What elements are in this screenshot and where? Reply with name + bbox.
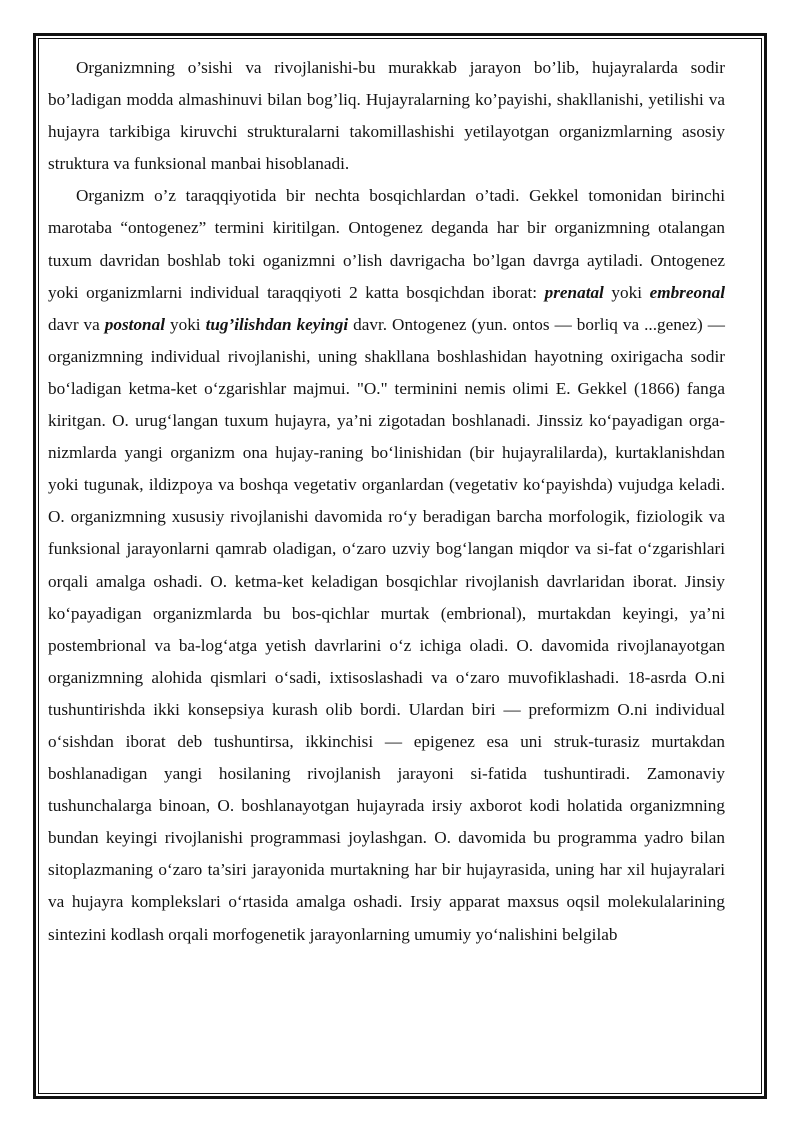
separator-2: davr va [48, 314, 105, 334]
document-body [48, 52, 725, 951]
separator-3: yoki [164, 314, 206, 334]
term-prenatal: prenatal [544, 282, 604, 302]
term-embreonal: embreonal [649, 282, 726, 302]
paragraph-1 [48, 52, 725, 180]
paragraph-2 [48, 180, 725, 950]
paragraph-2-intro: Organizm o’z taraqqiyotida bir nechta bosqichlardan o’tadi. Gekkel tomonidan birinchi marotaba “ontogenez” termini kiritilgan. Ontogenez deganda har bir organizmning otalangan tuxum davridan boshlab toki oganizmni o’lish davrigacha bo’lgan davrga aytiladi. Ontogenez yoki organizmlarni individual taraqqiyoti 2 katta bosqichdan iborat: [48, 186, 725, 302]
term-postnatal: tug’ilishdan keyingi [205, 314, 349, 334]
separator-1: yoki [603, 282, 650, 302]
paragraph-1-text: Organizmning o’sishi va rivojlanishi-bu murakkab jarayon bo’lib, hujayralarda sodir bo’ladigan modda almashinuvi bilan bog’liq. Hujayralarning ko’payishi, shakllanishi, yetilishi va hujayra tarkibiga kiruvchi strukturalarni takomillashishi yetilayotgan organizmlarning asosiy struktura va funksional manbai hisoblanadi. [48, 58, 725, 174]
term-postonal: postonal [104, 314, 165, 334]
paragraph-2-rest: davr. Ontogenez (yun. ontos — borliq va ...genez) — organizmning individual rivojlanishi, uning shakllana boshlashidan hayotning oxirigacha sodir bo‘ladigan ketma-ket o‘zgarishlar majmui. "O." terminini nemis olimi E. Gekkel (1866) fanga kiritgan. O. urug‘langan tuxum hujayra, ya’ni zigotadan boshlanadi. Jinssiz ko‘payadigan orga-nizmlarda yangi organizm ona hujay-raning bo‘linishidan (bir hujayralilarda), kurtaklanishdan yoki tugunak, ildizpoya va boshqa vegetativ organlardan (vegetativ ko‘payishda) vujudga keladi. O. organizmning xususiy rivojlanishi davomida ro‘y beradigan barcha morfologik, fiziologik va funksional jarayonlarni qamrab oladigan, o‘zaro uzviy bog‘langan miqdor va si-fat o‘zgarishlari orqali amalga oshadi. O. ketma-ket keladigan bosqichlar rivojlanish davrlaridan iborat. Jinsiy ko‘payadigan organizmlarda bu bos-qichlar murtak (embrional), murtakdan keyingi, ya’ni postembrional va ba-log‘atga yetish davrlarini o‘z ichiga oladi. O. davomida rivojlanayotgan organizmning alohida qismlari o‘sadi, ixtisoslashadi va o‘zaro muvofiklashadi. 18-asrda O.ni tushuntirishda ikki konsepsiya kurash olib bordi. Ulardan biri — preformizm O.ni individual o‘sishdan iborat deb tushuntirsa, ikkinchisi — epigenez esa uni struk-turasiz murtakdan boshlanadigan yangi hosilaning rivojlanish jarayoni si-fatida tushuntiradi. Zamonaviy tushunchalarga binoan, O. boshlanayotgan hujayrada irsiy axborot kodi holatida organizmning bundan keyingi rivojlanishi programmasi joylashgan. O. davomida bu programma yadro bilan sitoplazmaning o‘zaro ta’siri jarayonida murtakning har bir hujayrasida, uning har xil hujayralari va hujayra komplekslari o‘rtasida amalga oshadi. Irsiy apparat maxsus oqsil molekulalarining sintezini kodlash orqali morfogenetik jarayonlarning umumiy yo‘nalishini belgilab [48, 314, 725, 944]
